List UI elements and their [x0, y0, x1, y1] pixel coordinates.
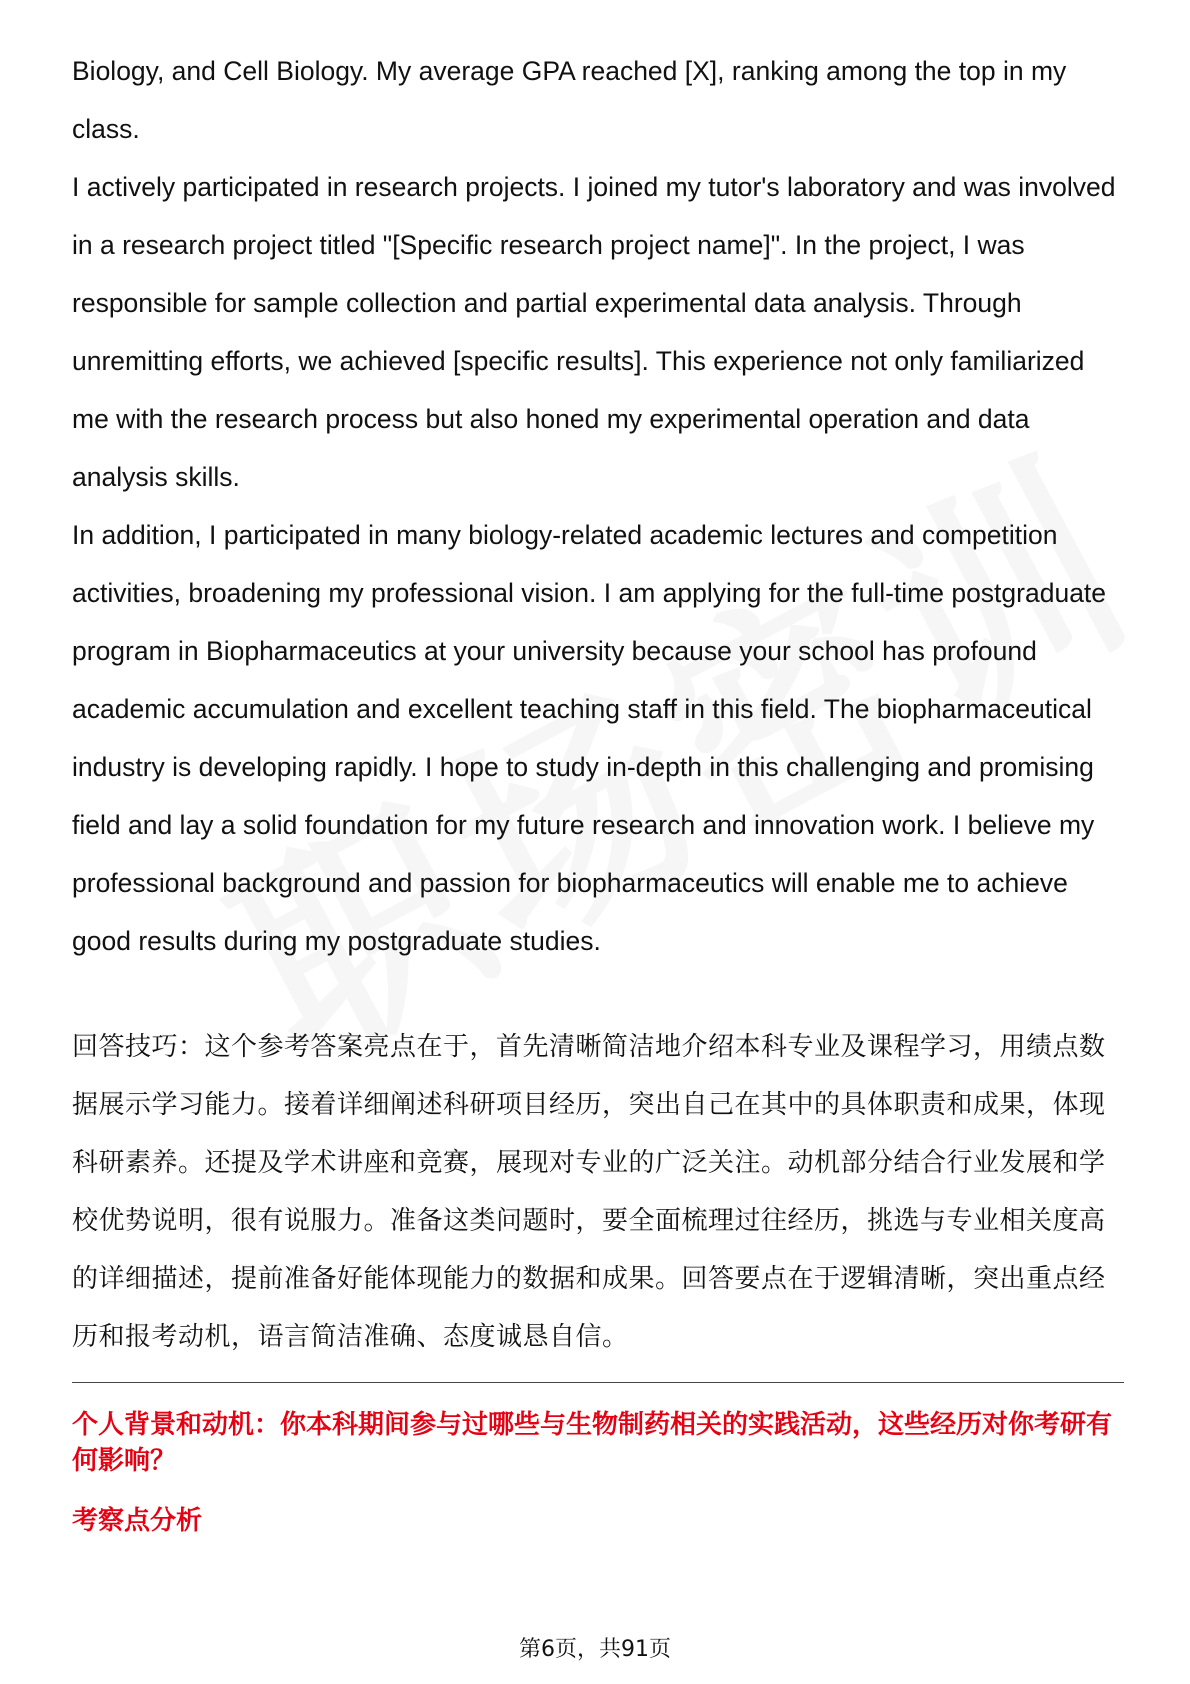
analysis-heading: 考察点分析 [72, 1506, 203, 1536]
answer-tips: 回答技巧：这个参考答案亮点在于，首先清晰简洁地介绍本科专业及课程学习，用绩点数据展示学习能力。接着详细阐述科研项目经历，突出自己在其中的具体职责和成果，体现科研素养。还提及学术讲座和竞赛，展现对专业的广泛关注。动机部分结合行业发展和学校优势说明，很有说服力。准备这类问题时，要全面梳理过往经历，挑选与专业相关度高的详细描述，提前准备好能体现能力的数据和成果。回答要点在于逻辑清晰，突出重点经历和报考动机，语言简洁准确、态度诚恳自信。 [72, 1032, 1106, 1352]
answer-paragraph-1: Biology, and Cell Biology. My average GPA reached [X], ranking among the top in my class. [72, 56, 1067, 144]
page-number-footer: 第6页，共91页 [519, 1637, 671, 1662]
question-heading: 个人背景和动机：你本科期间参与过哪些与生物制药相关的实践活动，这些经历对你考研有何影响？ [72, 1410, 1113, 1476]
answer-paragraph-2: I actively participated in research projects. I joined my tutor's laboratory and was involved in a research project titled "[Specific research project name]". In the project, I was responsible for sample collection and partial experimental data analysis. Through unremitting efforts, we achieved [specific results]. This experience not only familiarized me with the research process but also honed my experimental operation and data analysis skills. [72, 172, 1116, 492]
section-divider [72, 1382, 1124, 1383]
answer-paragraph-3: In addition, I participated in many biology-related academic lectures and competition activities, broadening my professional vision. I am applying for the full-time postgraduate program in Biopharmaceutics at your university because your school has profound academic accumulation and excellent teaching staff in this field. The biopharmaceutical industry is developing rapidly. I hope to study in-depth in this challenging and promising field and lay a solid foundation for my future research and innovation work. I believe my professional background and passion for biopharmaceutics will enable me to achieve good results during my postgraduate studies. [72, 520, 1107, 956]
page-content [72, 42, 1122, 1539]
